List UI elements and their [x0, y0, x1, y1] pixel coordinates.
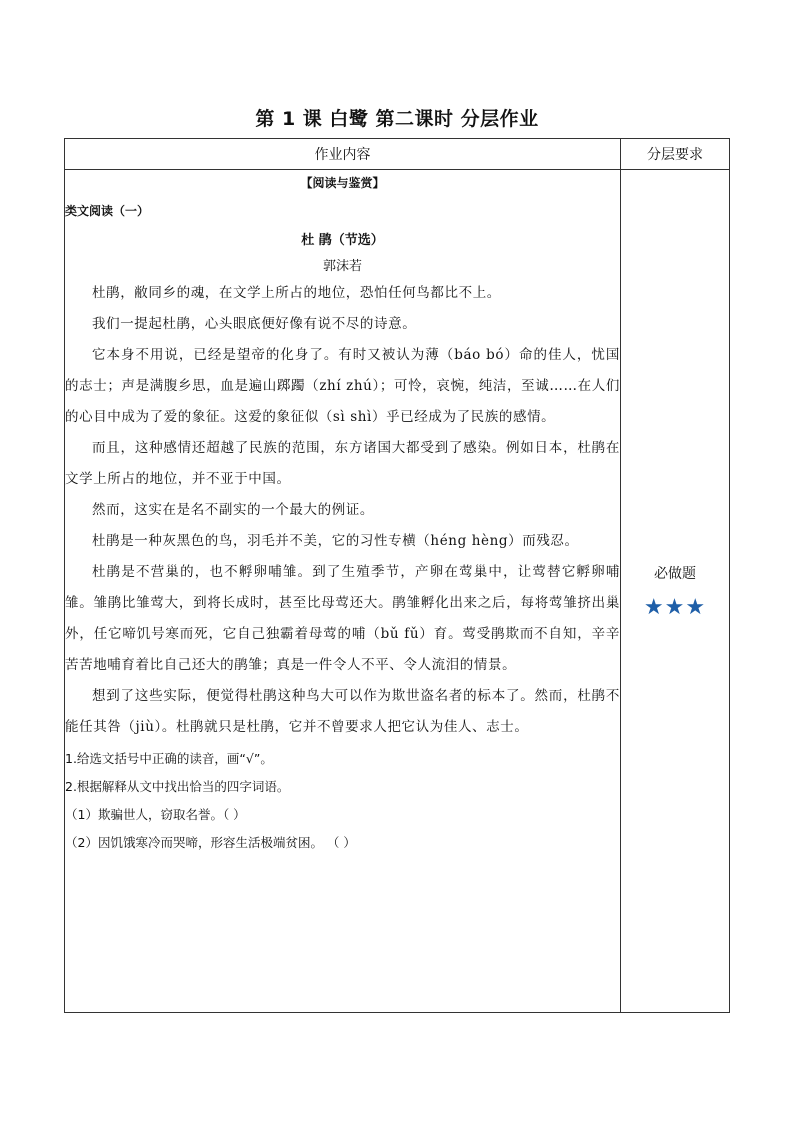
passage-paragraph: 而且，这种感情还超越了民族的范围，东方诸国大都受到了感染。例如日本，杜鹃在文学上所占的地位，并不亚于中国。 — [65, 440, 620, 487]
requirement-label: 必做题 — [654, 565, 696, 582]
table-body-row — [65, 170, 730, 1013]
question-2: 2.根据解释从文中找出恰当的四字词语。 — [65, 779, 290, 794]
page-title: 第 1 课 白鹭 第二课时 分层作业 — [255, 108, 539, 130]
content-cell — [65, 170, 621, 1013]
question-2-item-1: （1）欺骗世人，窃取名誉。（ ） — [65, 807, 246, 822]
subsection-heading: 类文阅读（一） — [65, 204, 150, 218]
passage-paragraph: 杜鹃是不营巢的，也不孵卵哺雏。到了生殖季节，产卵在莺巢中，让莺替它孵卵哺雏。雏鹃比雏莺大，到将长成时，甚至比母莺还大。鹃雏孵化出来之后，每将莺雏挤出巢外，任它啼饥号寒而死，它自己独霸着母莺的哺（bǔ fǔ）育。莺受鹃欺而不自知，辛辛苦苦地哺育着比自己还大的鹃雏；真是一件令人不平、令人流泪的情景。 — [65, 564, 620, 673]
difficulty-stars-icon: ★★★ — [643, 594, 707, 620]
header-requirement: 分层要求 — [621, 139, 730, 170]
table-header-row — [65, 139, 730, 170]
passage-paragraph: 杜鹃是一种灰黑色的鸟，羽毛并不美，它的习性专横（héng hèng）而残忍。 — [92, 533, 579, 549]
question-2-item-2: （2）因饥饿寒冷而哭啼，形容生活极端贫困。 （ ） — [65, 835, 356, 850]
header-content: 作业内容 — [65, 139, 621, 170]
homework-table — [64, 138, 730, 1013]
passage-paragraph: 它本身不用说，已经是望帝的化身了。有时又被认为薄（báo bó）命的佳人，忧国的志士；声是满腹乡思，血是遍山踯躅（zhí zhú）；可怜，哀惋，纯洁，至诚……在人们的心目中成为了爱的象征。这爱的象征似（sì shì）乎已经成为了民族的感情。 — [65, 347, 620, 425]
passage-paragraph: 杜鹃，敝同乡的魂，在文学上所占的地位，恐怕任何鸟都比不上。 — [92, 285, 501, 301]
passage-author: 郭沫若 — [322, 259, 362, 274]
passage-paragraph: 我们一提起杜鹃，心头眼底便好像有说不尽的诗意。 — [92, 316, 417, 332]
passage-title: 杜 鹃（节选） — [301, 233, 384, 248]
section-heading: 【阅读与鉴赏】 — [300, 176, 385, 190]
question-1: 1.给选文括号中正确的读音，画“√”。 — [65, 751, 273, 766]
requirement-cell — [621, 170, 730, 1013]
passage-paragraph: 想到了这些实际，便觉得杜鹃这种鸟大可以作为欺世盗名者的标本了。然而，杜鹃不能任其咎（jiù）。杜鹃就只是杜鹃，它并不曾要求人把它认为佳人、志士。 — [65, 688, 620, 735]
passage-paragraph: 然而，这实在是名不副实的一个最大的例证。 — [92, 502, 374, 518]
